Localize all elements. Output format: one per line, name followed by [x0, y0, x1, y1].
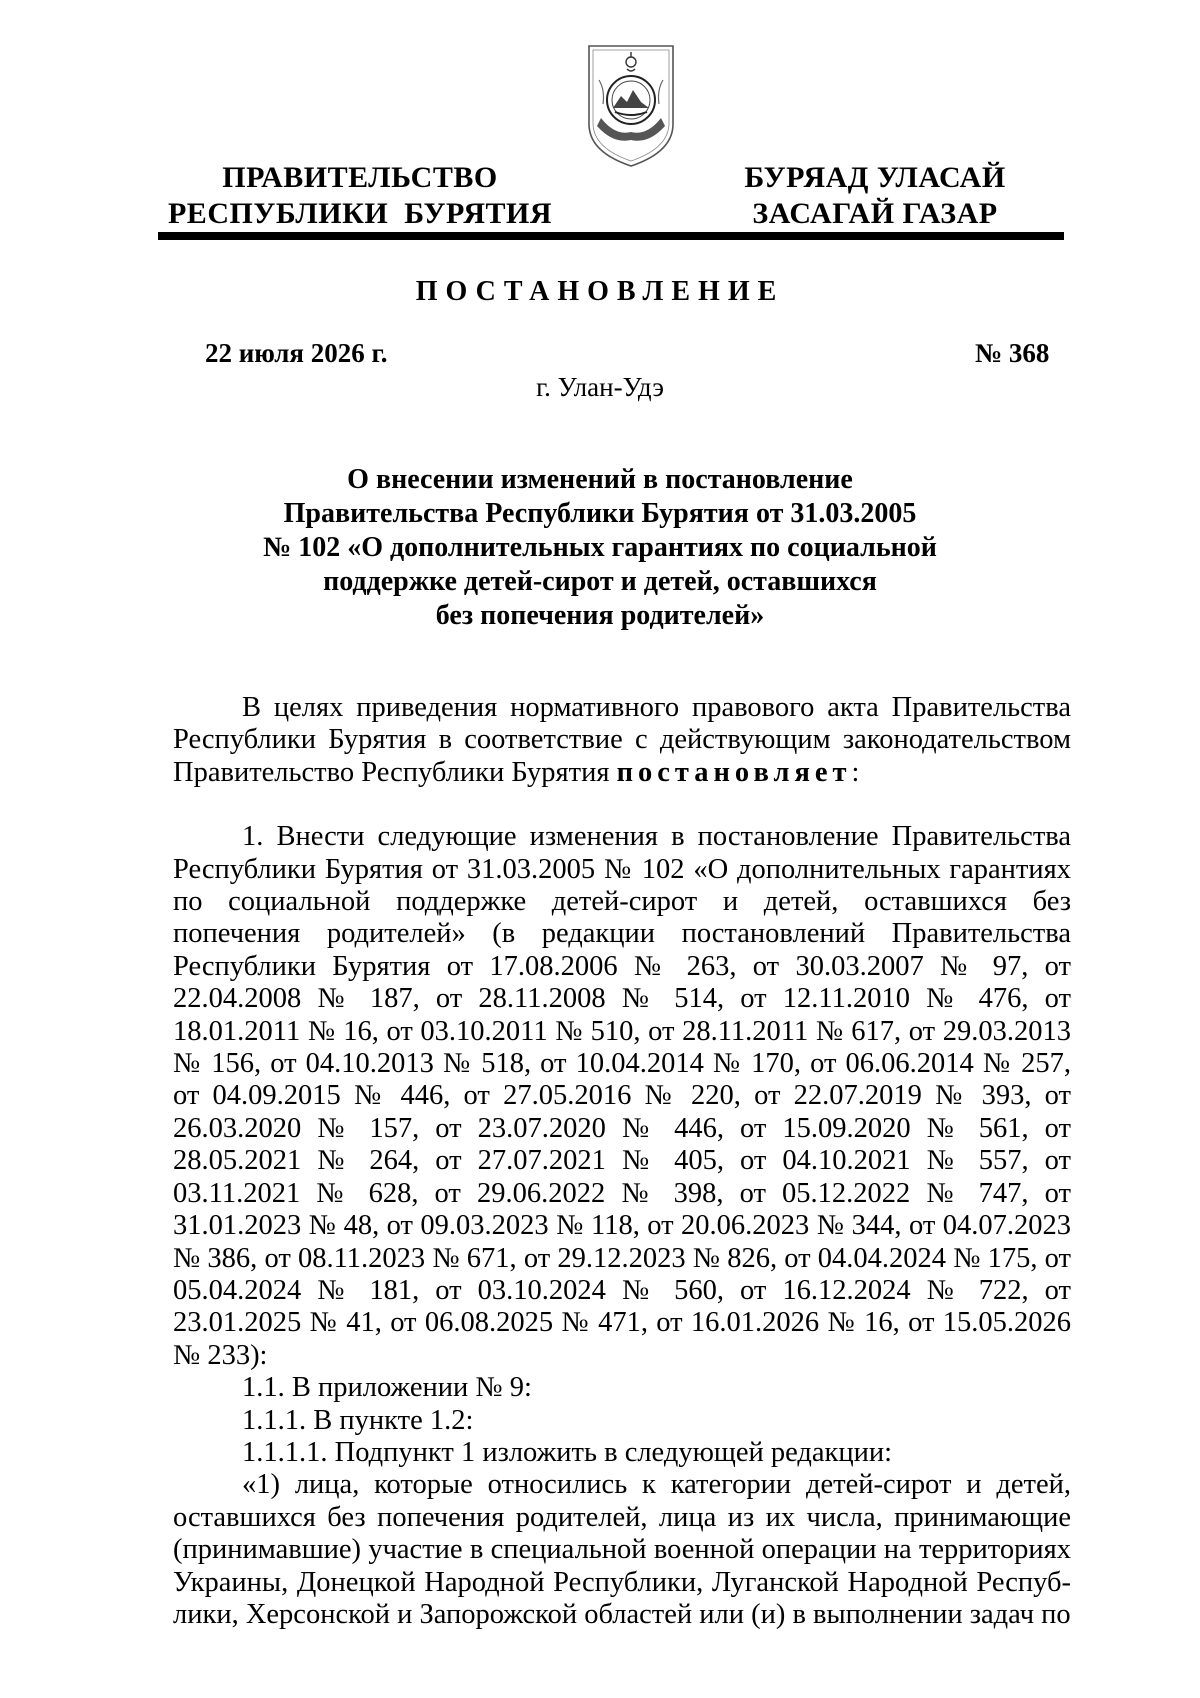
clause-1: 1. Внести следующие изменения в постановление Правительства Республики Бурятия от 31.03.2005 № 102 «О дополнительных гарантиях по социальной поддержке детей-сирот и детей, оставшихся без попечения родителей» (в редакции постановлений Правительства Республики Бурятия от 17.08.2006 № 263, от 30.03.2007 № 97, от 22.04.2008 № 187, от 28.11.2008 № 514, от 12.11.2010 № 476, от 18.01.2011 № 16, от 03.10.2011 № 510, от 28.11.2011 № 617, от 29.03.2013 № 156, от 04.10.2013 № 518, от 10.04.2014 № 170, от 06.06.2014 № 257, от 04.09.2015 № 446, от 27.05.2016 № 220, от 22.07.2019 № 393, от 26.03.2020 № 157, от 23.07.2020 № 446, от 15.09.2020 № 561, от 28.05.2021 № 264, от 27.07.2021 № 405, от 04.10.2021 № 557, от 03.11.2021 № 628, от 29.06.2022 № 398, от 05.12.2022 № 747, от 31.01.2023 № 48, от 09.03.2023 № 118, от 20.06.2023 № 344, от 04.07.2023 № 386, от 08.11.2023 № 671, от 29.12.2023 № 826, от 04.04.2024 № 175, от 05.04.2024 № 181, от 03.10.2024 № 560, от 16.12.2024 № 722, от 23.01.2025 № 41, от 06.08.2025 № 471, от 16.01.2026 № 16, от 15.05.2026 № 233): [173, 821, 1071, 1371]
government-name-russian-line2: РЕСПУБЛИКИ БУРЯТИЯ [167, 197, 553, 230]
government-name-russian-line1: ПРАВИТЕЛЬСТВО [222, 161, 498, 194]
government-name-buryat [740, 160, 1010, 232]
document-city: г. Улан-Удэ [536, 372, 664, 402]
clause-1-1-1: 1.1.1. В пункте 1.2: [242, 1404, 474, 1436]
clause-quote-subitem-1: «1) лица, которые относились к категории детей-сирот и детей, оставшихся без попечения родителей, лица из их числа, принимающие (принимавшие) участие в специальной военной операции на территориях Украины, Донецкой Народной Республики, Луганской Народной Республики, Херсонской и Запорожской областей или (и) в выполнении задач по [173, 1469, 1071, 1630]
clause-1-1-1-1: 1.1.1.1. Подпункт 1 изложить в следующей редакции: [242, 1436, 893, 1468]
document-body [173, 692, 1071, 1631]
government-name-buryat-line1: БУРЯАД УЛАСАЙ [744, 161, 1006, 194]
title-line: Правительства Республики Бурятия от 31.03.2005 [283, 498, 917, 529]
preamble-verb: постановляет [616, 756, 852, 788]
document-title [200, 463, 1000, 633]
title-line: № 102 «О дополнительных гарантиях по социальной [263, 532, 937, 563]
title-line: О внесении изменений в постановление [347, 464, 853, 495]
preamble-paragraph [173, 692, 1071, 789]
government-name-buryat-line2: ЗАСАГАЙ ГАЗАР [752, 197, 998, 230]
document-type: ПОСТАНОВЛЕНИЕ [415, 276, 785, 307]
preamble-text: В целях приведения нормативного правового акта Правительства Республики Бурятия в соответствие с действующим законодательством Правительство Республики Бурятия [173, 692, 1071, 788]
clause-1-1: 1.1. В приложении № 9: [242, 1372, 532, 1404]
title-line: поддержке детей-сирот и детей, оставшихся [323, 566, 877, 597]
title-line: без попечения родителей» [435, 600, 765, 631]
document-number: № 368 [975, 338, 1050, 368]
government-name-russian [165, 160, 555, 232]
preamble-end: : [851, 756, 860, 788]
coat-of-arms-emblem [585, 40, 677, 170]
paragraph-gap [173, 789, 1071, 821]
document-date: 22 июля 2026 г. [205, 338, 388, 368]
header-divider [158, 232, 1064, 240]
